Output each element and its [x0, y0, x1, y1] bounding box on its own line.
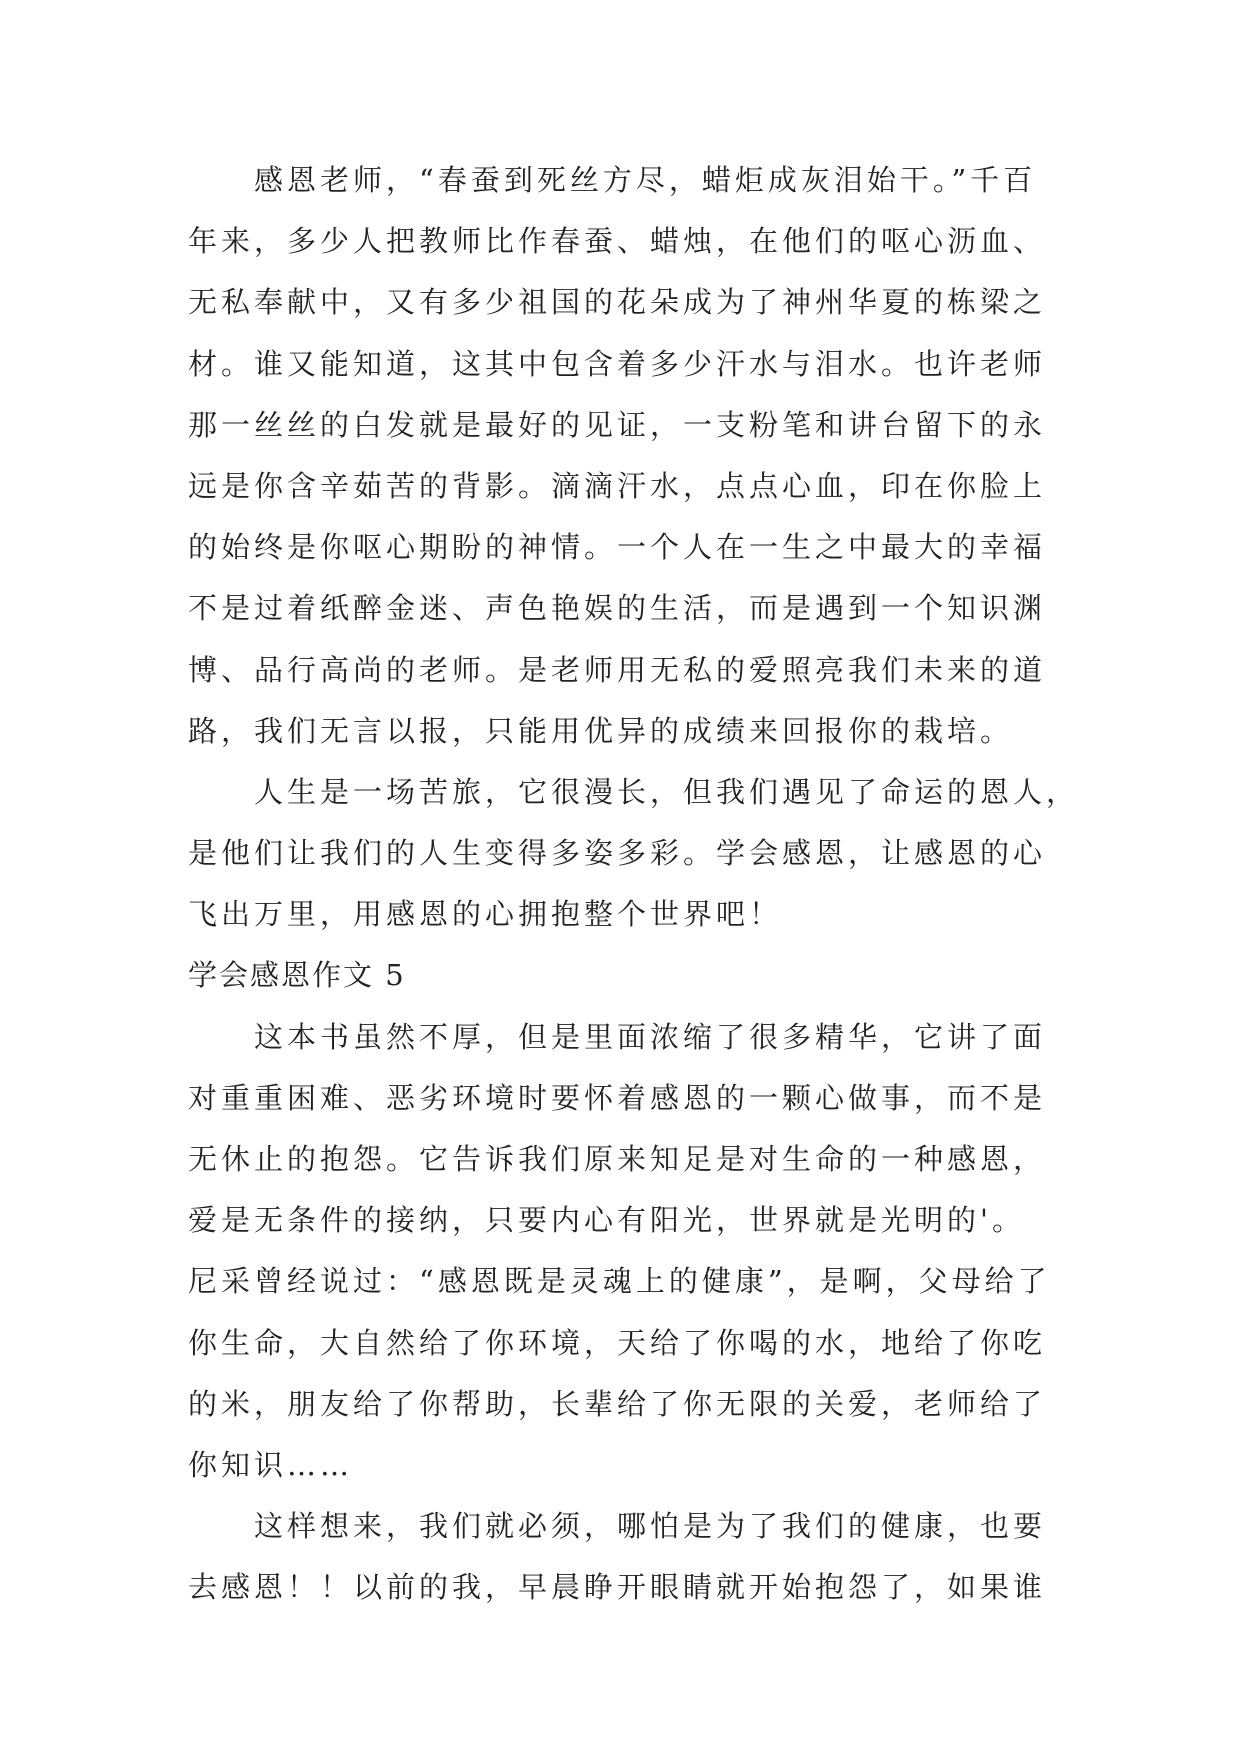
text-line: 是他们让我们的人生变得多姿多彩。学会感恩，让感恩的心: [188, 836, 1047, 871]
text-line: 这样想来，我们就必须，哪怕是为了我们的健康，也要: [254, 1509, 1047, 1544]
text-line: 年来，多少人把教师比作春蚕、蜡烛，在他们的呕心沥血、: [188, 224, 1047, 259]
text-line: 对重重困难、恶劣环境时要怀着感恩的一颗心做事，而不是: [188, 1080, 1047, 1115]
text-line: 去感恩！！以前的我，早晨睁开眼睛就开始抱怨了，如果谁: [188, 1570, 1047, 1605]
text-line: 无休止的抱怨。它告诉我们原来知足是对生命的一种感恩，: [188, 1142, 1047, 1176]
text-line: 材。谁又能知道，这其中包含着多少汗水与泪水。也许老师: [188, 346, 1047, 381]
text-line: 这本书虽然不厚，但是里面浓缩了很多精华，它讲了面: [254, 1019, 1047, 1054]
text-line: 你知识……: [188, 1447, 354, 1482]
text-line: 人生是一场苦旅，它很漫长，但我们遇见了命运的恩人，: [254, 774, 1080, 809]
text-line: 远是你含辛茹苦的背影。滴滴汗水，点点心血，印在你脸上: [188, 468, 1047, 503]
text-line: 的始终是你呕心期盼的神情。一个人在一生之中最大的幸福: [188, 530, 1047, 565]
text-line: 爱是无条件的接纳，只要内心有阳光，世界就是光明的'。: [188, 1203, 1025, 1238]
text-line: 无私奉献中，又有多少祖国的花朵成为了神州华夏的栋梁之: [188, 285, 1047, 320]
text-line: 感恩老师，“春蚕到死丝方尽，蜡炬成灰泪始干。”千百: [254, 163, 1037, 197]
text-line: 不是过着纸醉金迷、声色艳娱的生活，而是遇到一个知识渊: [188, 591, 1047, 626]
text-line: 那一丝丝的白发就是最好的见证，一支粉笔和讲台留下的永: [188, 407, 1047, 442]
section-heading: 学会感恩作文 5: [188, 958, 406, 993]
text-line: 飞出万里，用感恩的心拥抱整个世界吧！: [188, 897, 783, 932]
text-line: 路，我们无言以报，只能用优异的成绩来回报你的栽培。: [188, 713, 1014, 748]
text-line: 博、品行高尚的老师。是老师用无私的爱照亮我们未来的道: [188, 652, 1047, 687]
text-line: 尼采曾经说过：“感恩既是灵魂上的健康”，是啊，父母给了: [188, 1264, 1051, 1299]
document-body: [188, 150, 1080, 1619]
text-line: 你生命，大自然给了你环境，天给了你喝的水，地给了你吃: [188, 1325, 1047, 1360]
text-line: 的米，朋友给了你帮助，长辈给了你无限的关爱，老师给了: [188, 1386, 1047, 1421]
